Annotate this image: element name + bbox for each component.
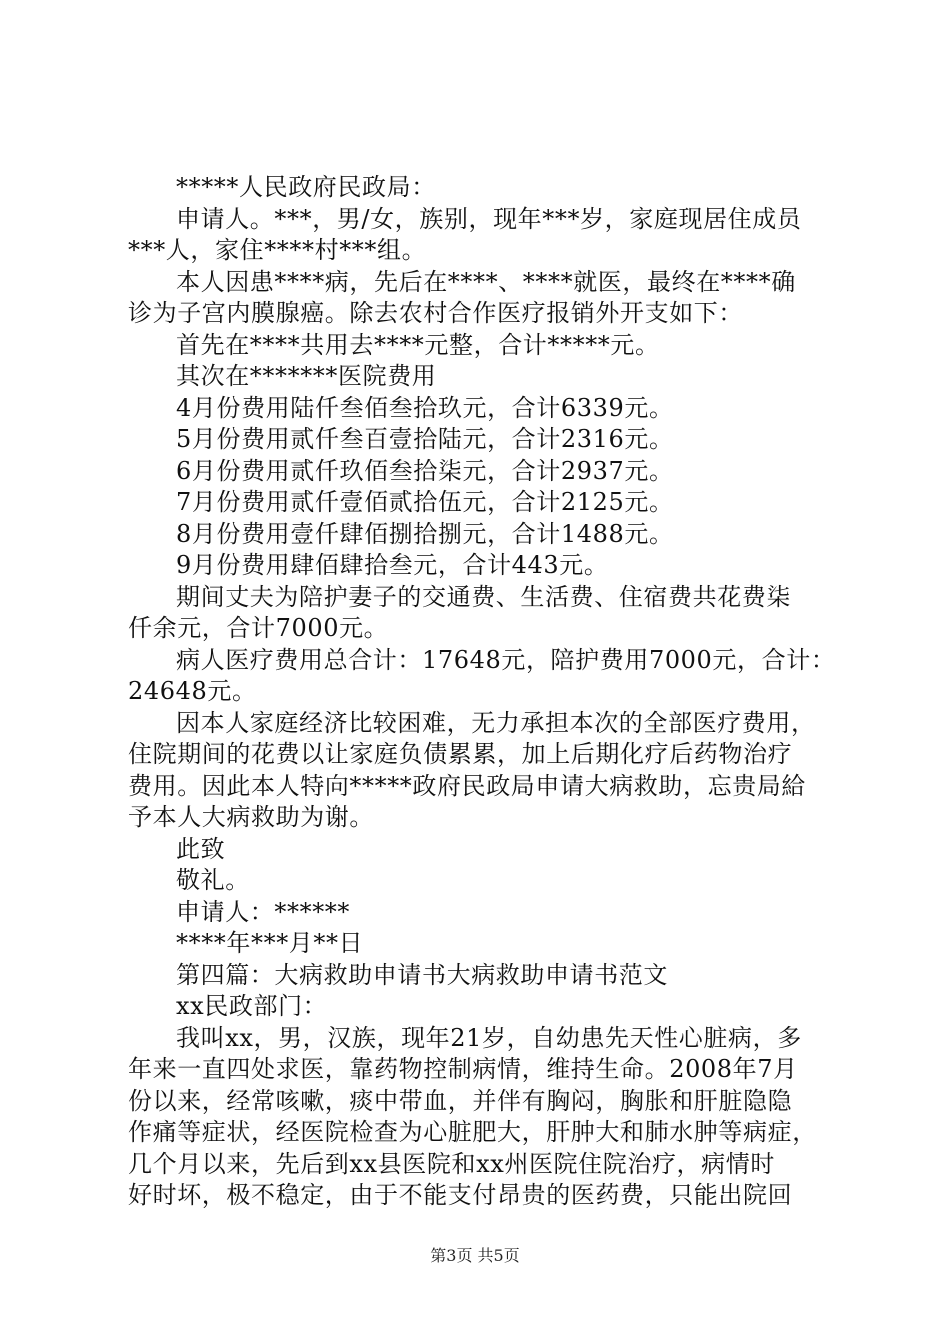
- text-line: 24648元。: [128, 677, 257, 705]
- text-line: 敬礼。: [176, 866, 250, 894]
- text-line: 我叫xx，男，汉族，现年21岁，自幼患先天性心脏病，多: [176, 1023, 802, 1052]
- text-line: 年来一直四处求医，靠药物控制病情，维持生命。2008年7月: [128, 1055, 798, 1083]
- text-line: 4月份费用陆仟叁佰叁拾玖元，合计6339元。: [176, 393, 674, 422]
- text-line: *****人民政府民政局：: [176, 173, 436, 201]
- text-line: 6月份费用贰仟玖佰叁拾柒元，合计2937元。: [176, 456, 674, 485]
- text-line: 份以来，经常咳嗽，痰中带血，并伴有胸闷，胸胀和肝脏隐隐: [128, 1086, 793, 1115]
- text-line: 诊为子宫内膜腺癌。除去农村合作医疗报销外开支如下：: [128, 299, 743, 327]
- text-line: 期间丈夫为陪护妻子的交通费、生活费、住宿费共花费柒: [176, 582, 791, 611]
- text-line: xx民政部门：: [176, 992, 328, 1020]
- text-line: 其次在*******医院费用: [176, 362, 437, 390]
- text-line: 首先在****共用去****元整，合计*****元。: [176, 330, 660, 359]
- text-line: 申请人：******: [176, 897, 350, 926]
- text-line: 作痛等症状，经医院检查为心脏肥大，肝肿大和肺水肿等病症，: [128, 1118, 817, 1146]
- text-line: ****年***月**日: [176, 929, 364, 957]
- text-line: 5月份费用贰仟叁百壹拾陆元，合计2316元。: [176, 425, 674, 453]
- page-footer: 第3页 共5页: [430, 1246, 520, 1265]
- document-body: [128, 172, 836, 1212]
- text-line: 本人因患****病，先后在****、****就医，最终在****确: [176, 267, 796, 296]
- text-line: 费用。因此本人特向*****政府民政局申请大病救助，忘贵局給: [128, 771, 806, 800]
- text-line: ***人，家住****村***组。: [128, 236, 427, 264]
- text-line: 第四篇：大病救助申请书大病救助申请书范文: [176, 960, 668, 989]
- text-line: 9月份费用肆佰肆拾叁元，合计443元。: [176, 551, 609, 579]
- text-line: 仟余元，合计7000元。: [128, 614, 389, 642]
- text-line: 7月份费用贰仟壹佰贰拾伍元，合计2125元。: [176, 488, 674, 516]
- text-line: 病人医疗费用总合计：17648元，陪护费用7000元，合计：: [176, 645, 836, 674]
- text-line: 住院期间的花费以让家庭负债累累，加上后期化疗后药物治疗: [128, 740, 793, 768]
- text-line: 8月份费用壹仟肆佰捌拾捌元，合计1488元。: [176, 519, 674, 548]
- text-line: 予本人大病救助为谢。: [128, 803, 374, 831]
- text-line: 申请人。***，男/女，族别，现年***岁，家庭现居住成员: [176, 204, 802, 233]
- text-line: 此致: [176, 834, 226, 863]
- text-line: 因本人家庭经济比较困难，无力承担本次的全部医疗费用，: [176, 708, 816, 737]
- text-line: 好时坏，极不稳定，由于不能支付昂贵的医药费，只能出院回: [128, 1181, 793, 1209]
- text-line: 几个月以来，先后到xx县医院和xx州医院住院治疗，病情时: [128, 1149, 775, 1178]
